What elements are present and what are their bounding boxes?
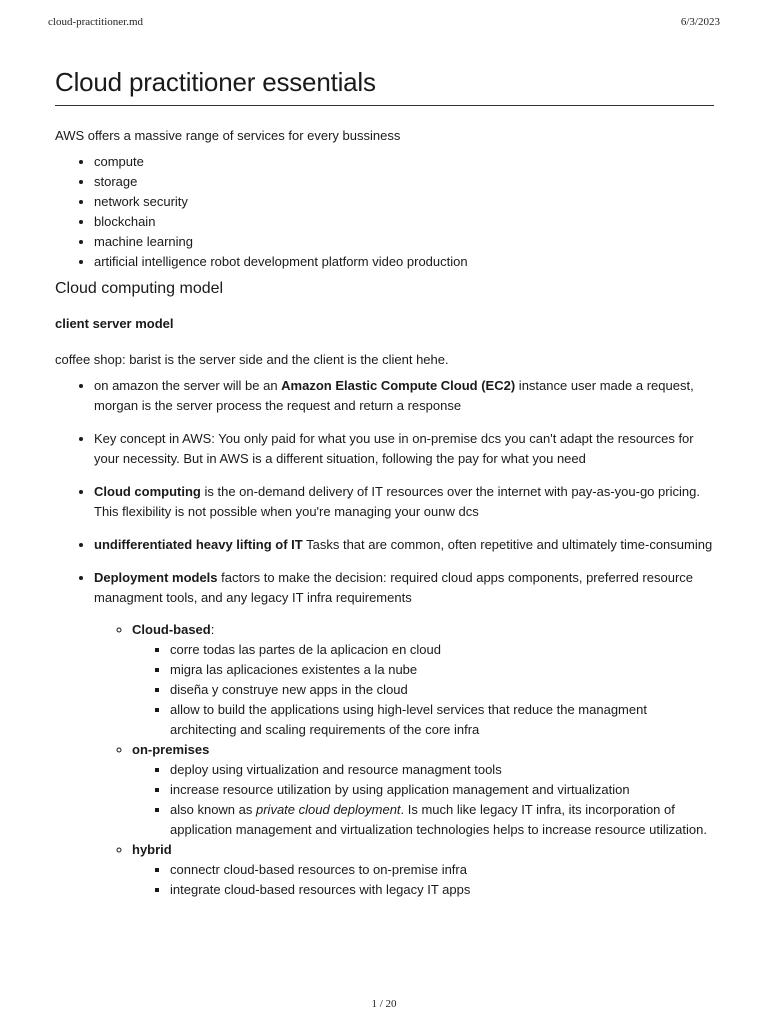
list-item: ▪ deploy using virtualization and resource managment tools <box>170 760 714 780</box>
hybrid-list <box>132 860 714 900</box>
list-item: ▪ increase resource utilization by using application management and virtualization <box>170 780 714 800</box>
list-item <box>170 800 714 840</box>
cloud-computing-text: is the on-demand delivery of IT resources over the internet with pay-as-you-go pricing. This flexibility is not possible when you're managing your ounw dcs <box>94 483 700 519</box>
list-item: • Key concept in AWS: You only paid for what you use in on-premise dcs you can't adapt the resources for your necessity. But in AWS is a different situation, following the pay for what you need <box>94 429 714 469</box>
list-item: • network security <box>94 192 714 212</box>
ec2-pre: on amazon the server will be an <box>94 377 282 393</box>
list-item: • artificial intelligence robot development platform video production <box>94 252 714 272</box>
coffee-paragraph: coffee shop: barist is the server side and the client is the client hehe. <box>55 351 449 367</box>
list-item: ▪ migra las aplicaciones existentes a la nube <box>170 660 714 680</box>
document-content <box>55 66 714 900</box>
header-date: 6/3/2023 <box>680 16 720 28</box>
deployment-models-list <box>94 620 714 900</box>
cloud-based-label: Cloud-based <box>132 621 211 637</box>
list-item <box>94 376 714 416</box>
list-item: ▪ corre todas las partes de la aplicacion en cloud <box>170 640 714 660</box>
on-premises-list <box>132 760 714 840</box>
section-heading: Cloud computing model <box>55 279 224 297</box>
private-cloud-post: . Is much like legacy IT infra, its incorporation of application management and virtualization technologies helps to increase resource utilization. <box>170 801 707 837</box>
list-item: • blockchain <box>94 212 714 232</box>
list-item <box>94 535 714 555</box>
heavy-lifting-bold: undifferentiated heavy lifting of IT <box>94 536 303 552</box>
header-filename: cloud-practitioner.md <box>48 16 143 28</box>
list-item <box>132 840 714 900</box>
list-item: • compute <box>94 152 714 172</box>
on-premises-label: on-premises <box>132 741 210 757</box>
deployment-models-text: factors to make the decision: required cloud apps components, preferred resource managment tools, and any legacy IT infra requirements <box>94 569 694 605</box>
hybrid-label: hybrid <box>132 841 172 857</box>
heavy-lifting-text: Tasks that are common, often repetitive and ultimately time-consuming <box>302 536 713 552</box>
cloud-computing-bold: Cloud computing <box>94 483 201 499</box>
list-item <box>94 568 714 900</box>
deployment-models-bold: Deployment models <box>94 569 218 585</box>
subsection-heading: client server model <box>55 315 174 331</box>
list-item: • machine learning <box>94 232 714 252</box>
ec2-bold: Amazon Elastic Compute Cloud (EC2) <box>281 377 516 393</box>
list-item: ▪ allow to build the applications using high-level services that reduce the managment architecting and scaling requirements of the core infra <box>170 700 714 740</box>
cloud-based-colon: : <box>210 621 215 637</box>
list-item: • storage <box>94 172 714 192</box>
services-list <box>55 152 714 272</box>
ec2-post: instance user made a request, morgan is the server process the request and return a response <box>94 377 694 413</box>
list-item <box>94 482 714 522</box>
cloud-based-list <box>132 640 714 740</box>
list-item: ▪ integrate cloud-based resources with legacy IT apps <box>170 880 714 900</box>
private-cloud-pre: also known as <box>170 801 256 817</box>
page-header <box>48 16 720 28</box>
private-cloud-em: private cloud deployment <box>256 801 401 817</box>
list-item <box>132 620 714 740</box>
list-item: ▪ diseña y construye new apps in the cloud <box>170 680 714 700</box>
page-title: Cloud practitioner essentials <box>55 66 714 106</box>
page-number: 1 / 20 <box>371 998 397 1010</box>
concepts-list <box>55 376 714 900</box>
intro-paragraph: AWS offers a massive range of services for every bussiness <box>55 127 401 143</box>
list-item: ▪ connectr cloud-based resources to on-premise infra <box>170 860 714 880</box>
list-item <box>132 740 714 840</box>
